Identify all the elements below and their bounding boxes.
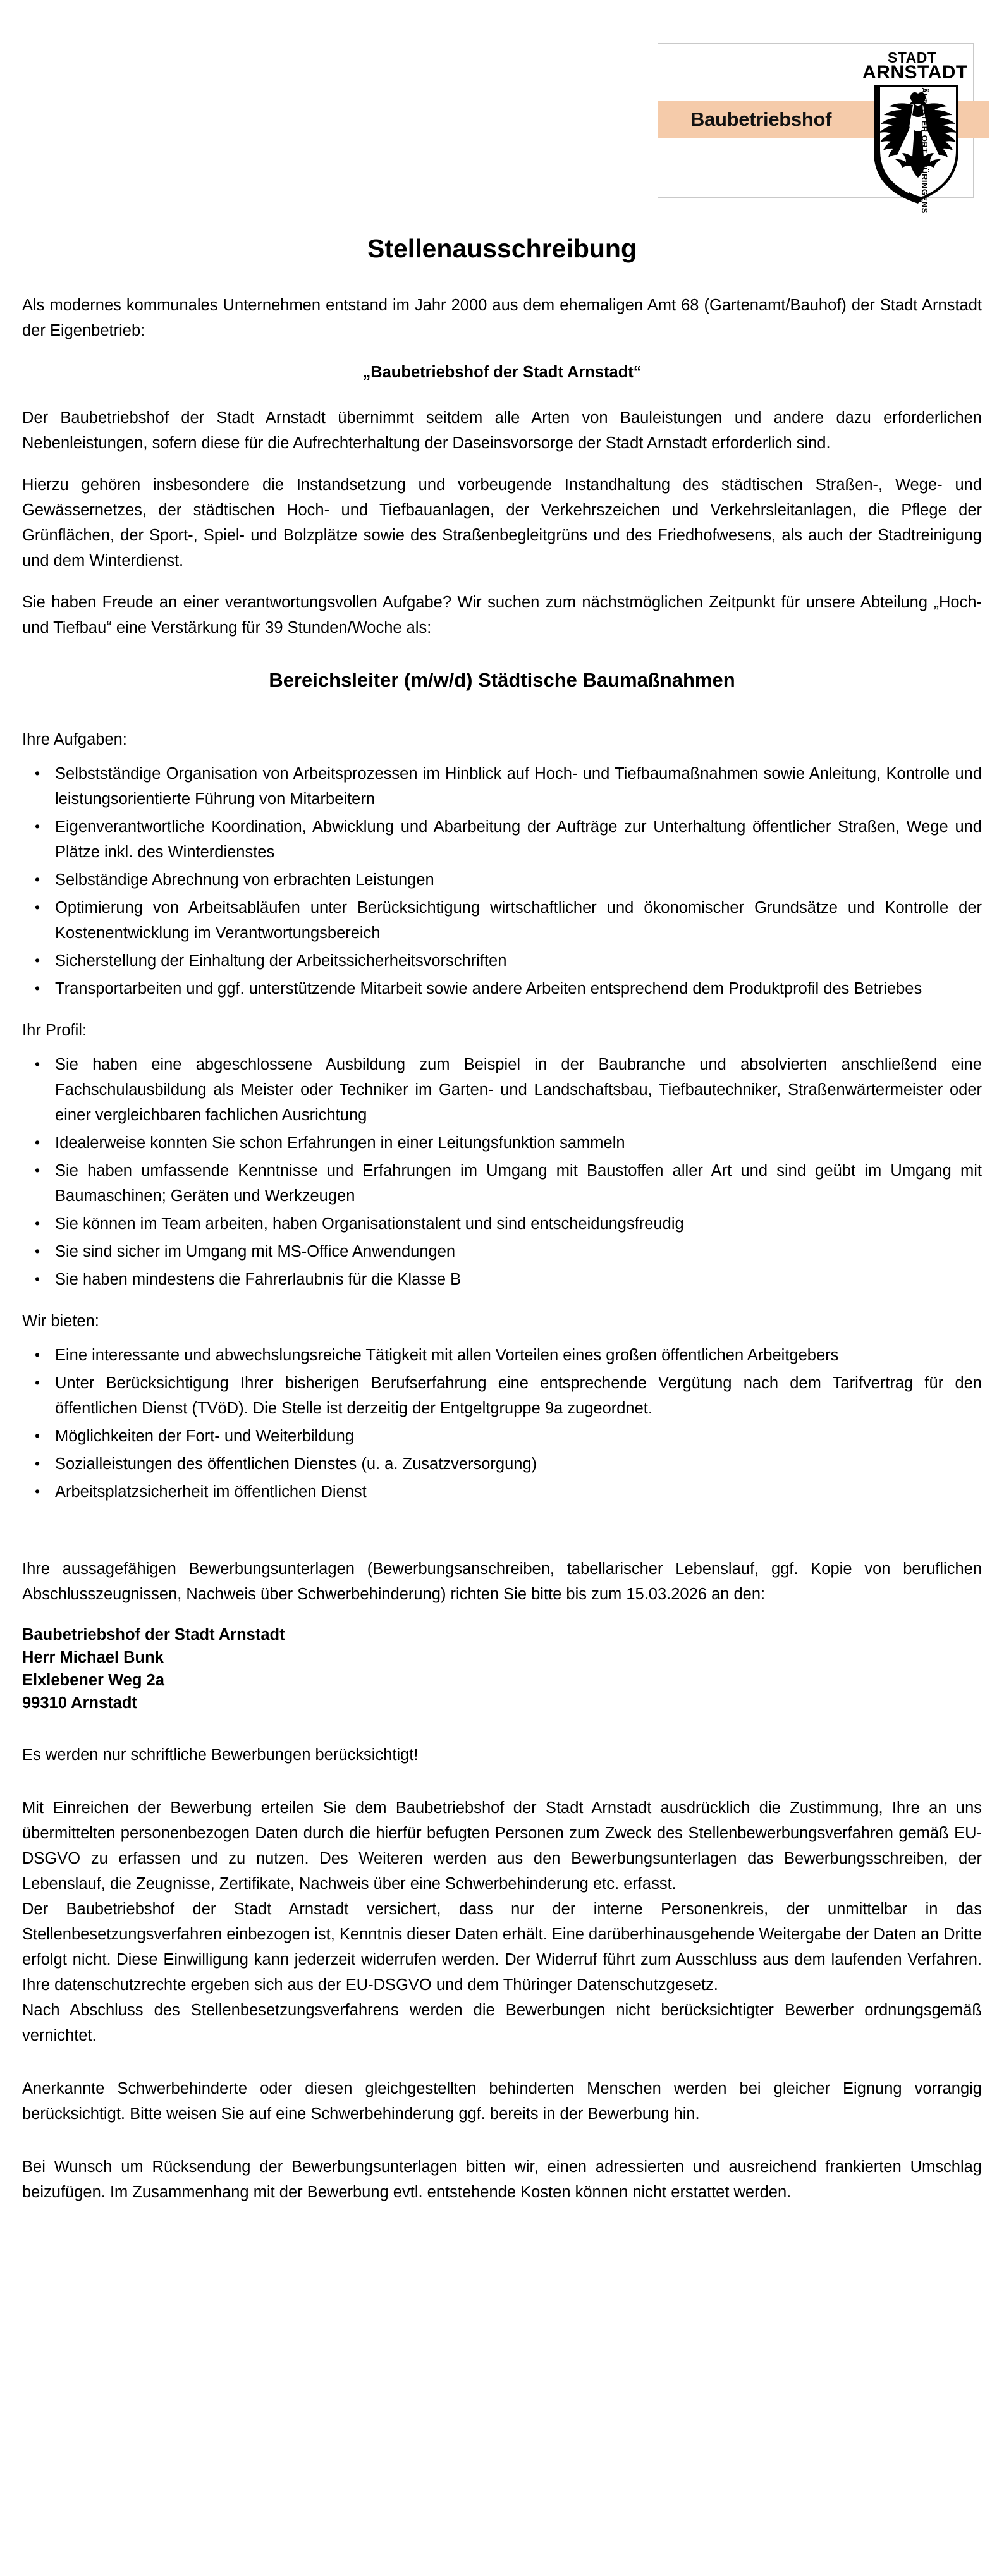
logo-word-arnstadt: ARNSTADT xyxy=(862,62,968,83)
tasks-list xyxy=(22,761,982,1001)
list-item: • Selbstständige Organisation von Arbeitsprozessen im Hinblick auf Hoch- und Tiefbaumaßnahmen sowie Anleitung, Kontrolle und leistungsorientierte Führung von Mitarbeitern xyxy=(55,761,982,812)
list-item: • Transportarbeiten und ggf. unterstützende Mitarbeit sowie andere Arbeiten entsprechend dem Produktprofil des Betriebes xyxy=(55,976,982,1001)
privacy-destruction-paragraph: Nach Abschluss des Stellenbesetzungsverfahrens werden die Bewerbungen nicht berücksichtigter Bewerber ordnungsgemäß vernichtet. xyxy=(22,2001,982,2045)
document-body xyxy=(22,234,982,2221)
department-label: Baubetriebshof xyxy=(690,108,832,130)
list-item: • Sie sind sicher im Umgang mit MS-Office Anwendungen xyxy=(55,1239,982,1264)
list-item: • Idealerweise konnten Sie schon Erfahrungen in einer Leitungsfunktion sammeln xyxy=(55,1130,982,1156)
address-line-organisation: Baubetriebshof der Stadt Arnstadt xyxy=(22,1626,285,1644)
spacer xyxy=(22,1521,982,1556)
list-item: • Sicherstellung der Einhaltung der Arbeitssicherheitsvorschriften xyxy=(55,948,982,974)
section-label-tasks: Ihre Aufgaben: xyxy=(22,731,127,749)
spacer xyxy=(22,1731,982,1742)
scope-paragraph: Der Baubetriebshof der Stadt Arnstadt übernimmt seitdem alle Arten von Bauleistungen und andere dazu erforderlichen Nebenleistungen, sofern diese für die Aufrechterhaltung der Daseinsvorsorge der Stadt Arnstadt erforderlich sind. xyxy=(22,409,982,453)
list-item: • Sie können im Team arbeiten, haben Organisationstalent und sind entscheidungsfreudig xyxy=(55,1211,982,1236)
logo-word-stadt: STADT xyxy=(888,49,937,66)
privacy-consent-paragraph: Mit Einreichen der Bewerbung erteilen Sie dem Baubetriebshof der Stadt Arnstadt ausdrücklich die Zustimmung, Ihre an uns übermittelten personenbezogen Daten durch die hierfür befugten Personen zum Zweck des Stellenbewerbungsverfahren gemäß EU-DSGVO zu erfassen und zu nutzen. Des Weiteren werden aus den Bewerbungsunterlagen das Bewerbungsschreiben, der Lebenslauf, die Zeugnisse, Zertifikate, Nachweis über eine Schwerbehinderung etc. erfasst. xyxy=(22,1799,982,1893)
address-line-street: Elxlebener Weg 2a xyxy=(22,1671,164,1690)
vacancy-paragraph: Sie haben Freude an einer verantwortungsvollen Aufgabe? Wir suchen zum nächstmöglichen Zeitpunkt für unsere Abteilung „Hoch- und Tiefbau“ eine Verstärkung für 39 Stunden/Woche als: xyxy=(22,594,982,637)
list-item: • Unter Berücksichtigung Ihrer bisherigen Berufserfahrung eine entsprechende Vergütung nach dem Tarifvertrag für den öffentlichen Dienst (TVöD). Die Stelle ist derzeitig der Entgeltgruppe 9a zugeordnet. xyxy=(55,1370,982,1421)
list-item: • Sie haben umfassende Kenntnisse und Erfahrungen im Umgang mit Baustoffen aller Art und sind geübt im Umgang mit Baumaschinen; Geräten und Werkzeugen xyxy=(55,1158,982,1209)
profile-list xyxy=(22,1052,982,1292)
list-item: • Eigenverantwortliche Koordination, Abwicklung und Abarbeitung der Aufträge zur Unterhaltung öffentlicher Straßen, Wege und Plätze inkl. des Winterdienstes xyxy=(55,814,982,865)
list-item: • Selbständige Abrechnung von erbrachten Leistungen xyxy=(55,867,982,893)
spacer xyxy=(22,1784,982,1795)
section-label-offer: Wir bieten: xyxy=(22,1312,99,1331)
disability-notice-paragraph: Anerkannte Schwerbehinderte oder diesen gleichgestellten behinderten Menschen werden bei gleicher Eignung vorrangig berücksichtigt. Bitte weisen Sie auf eine Schwerbehinderung ggf. bereits in der Bewerbung hin. xyxy=(22,2080,982,2123)
application-instructions: Ihre aussagefähigen Bewerbungsunterlagen (Bewerbungsanschreiben, tabellarischer Lebenslauf, ggf. Kopie von beruflichen Abschlusszeugnissen, Nachweis über Schwerbehinderung) richten Sie bitte bis zum 15.03.2026 an den: xyxy=(22,1560,982,1604)
list-item: • Sie haben eine abgeschlossene Ausbildung zum Beispiel in der Baubranche und absolvierten anschließend eine Fachschulausbildung als Meister oder Techniker im Garten- und Landschaftsbau, Tiefbautechniker, Straßenwärtermeister oder einer vergleichbaren fachlichen Ausrichtung xyxy=(55,1052,982,1128)
section-label-profile: Ihr Profil: xyxy=(22,1022,87,1040)
contact-address xyxy=(22,1623,982,1714)
list-item: • Eine interessante und abwechslungsreiche Tätigkeit mit allen Vorteilen eines großen öffentlichen Arbeitgebers xyxy=(55,1343,982,1368)
job-title: Bereichsleiter (m/w/d) Städtische Baumaßnahmen xyxy=(269,669,735,692)
privacy-internal-paragraph: Der Baubetriebshof der Stadt Arnstadt versichert, dass nur der interne Personenkreis, der unmittelbar in das Stellenbesetzungsverfahren einbezogen ist, Kenntnis dieser Daten erhält. Eine darüberhinausgehende Weitergabe der Daten an Dritte erfolgt nicht. Diese Einwilligung kann jederzeit widerrufen werden. Der Widerruf führt zum Ausschluss aus dem laufenden Verfahren. Ihre datenschutzrechte ergeben sich aus der EU-DSGVO und dem Thüringer Datenschutzgesetz. xyxy=(22,1900,982,1994)
written-applications-note: Es werden nur schriftliche Bewerbungen berücksichtigt! xyxy=(22,1746,419,1764)
address-line-contact-person: Herr Michael Bunk xyxy=(22,1649,164,1667)
intro-paragraph: Als modernes kommunales Unternehmen entstand im Jahr 2000 aus dem ehemaligen Amt 68 (Gartenamt/Bauhof) der Stadt Arnstadt der Eigenbetrieb: xyxy=(22,296,982,340)
spacer xyxy=(22,2065,982,2076)
offer-list xyxy=(22,1343,982,1505)
logo-motto: ÄLTESTER ORT THÜRINGENS xyxy=(920,87,929,214)
company-name: „Baubetriebshof der Stadt Arnstadt“ xyxy=(362,363,642,382)
list-item: • Optimierung von Arbeitsabläufen unter Berücksichtigung wirtschaftlicher und ökonomischer Grundsätze und Kontrolle der Kostenentwicklung im Verantwortungsbereich xyxy=(55,895,982,946)
page-title: Stellenausschreibung xyxy=(367,234,637,263)
page-header xyxy=(0,0,1004,214)
list-item: • Arbeitsplatzsicherheit im öffentlichen Dienst xyxy=(55,1479,982,1505)
spacer xyxy=(22,2143,982,2154)
list-item: • Sozialleistungen des öffentlichen Dienstes (u. a. Zusatzversorgung) xyxy=(55,1451,982,1477)
address-line-city: 99310 Arnstadt xyxy=(22,1694,137,1712)
return-of-documents-paragraph: Bei Wunsch um Rücksendung der Bewerbungsunterlagen bitten wir, einen adressierten und ausreichend frankierten Umschlag beizufügen. Im Zusammenhang mit der Bewerbung evtl. entstehende Kosten können nicht erstattet werden. xyxy=(22,2158,982,2202)
tasks-overview-paragraph: Hierzu gehören insbesondere die Instandsetzung und vorbeugende Instandhaltung des städtischen Straßen-, Wege- und Gewässernetzes, der städtischen Hoch- und Tiefbauanlagen, der Verkehrszeichen und Verkehrsleitanlagen, die Pflege der Grünflächen, der Sport-, Spiel- und Bolzplätze sowie des Straßenbegleitgrüns und des Friedhofwesens, als auch der Stadtreinigung und dem Winterdienst. xyxy=(22,476,982,570)
arnstadt-coat-of-arms-icon xyxy=(855,49,984,214)
list-item: • Möglichkeiten der Fort- und Weiterbildung xyxy=(55,1424,982,1449)
list-item: • Sie haben mindestens die Fahrerlaubnis für die Klasse B xyxy=(55,1267,982,1292)
